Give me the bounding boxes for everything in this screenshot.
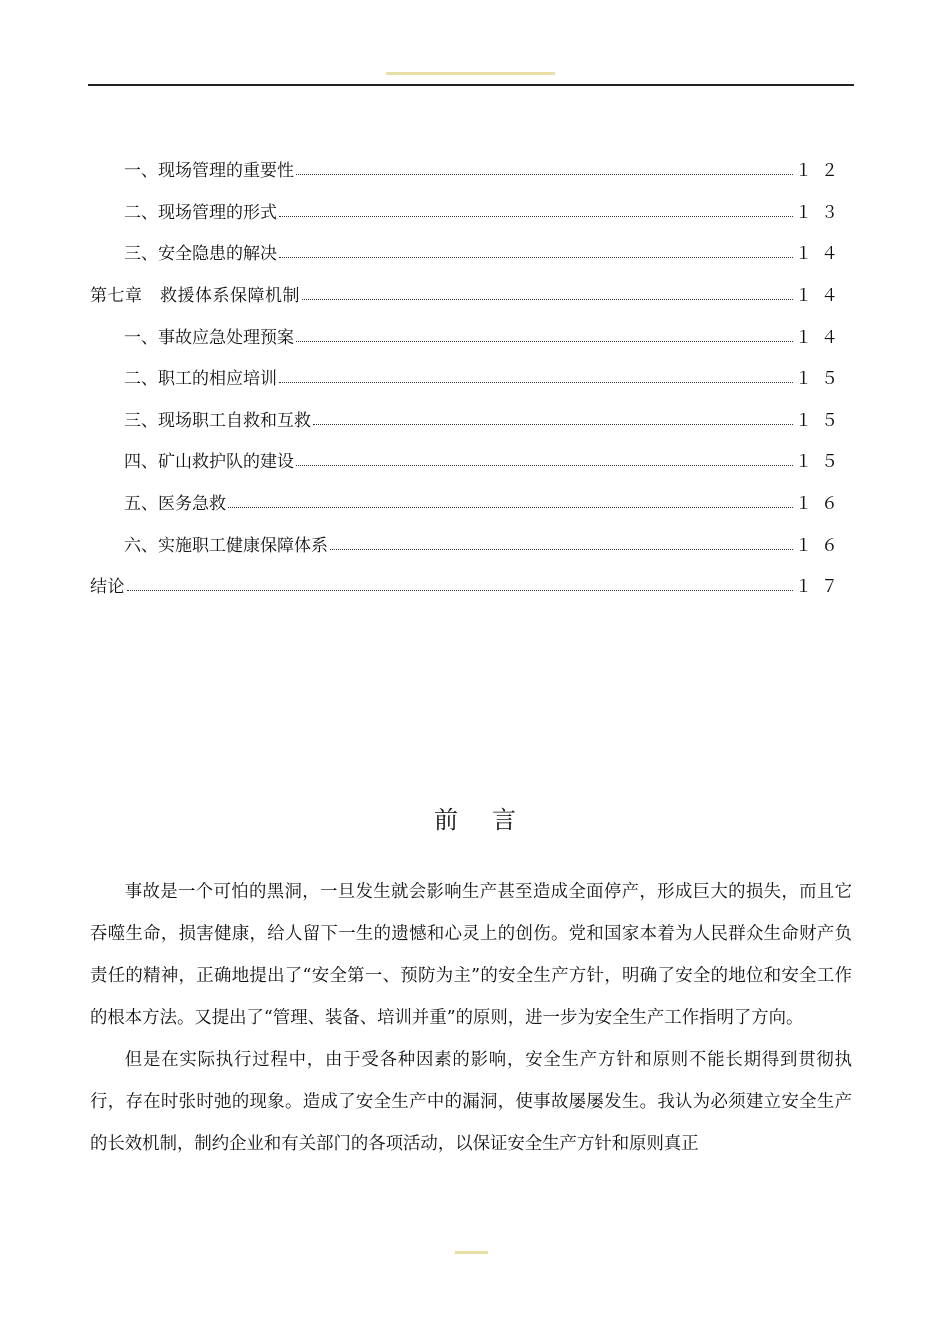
toc-leader-dots — [330, 549, 793, 550]
toc-entry[interactable] — [90, 190, 847, 232]
toc-entry-page: １２ — [795, 161, 847, 182]
toc-entry-label: 结论 — [90, 577, 125, 598]
toc-entry-label: 三、安全隐患的解决 — [124, 244, 277, 265]
toc-entry-page: １７ — [795, 577, 847, 598]
toc-entry-page: １５ — [795, 452, 847, 473]
toc-entry-page: １５ — [795, 410, 847, 431]
toc-entry-label: 一、现场管理的重要性 — [124, 161, 294, 182]
toc-leader-dots — [296, 341, 793, 342]
toc-leader-dots — [279, 216, 793, 217]
toc-entry[interactable] — [90, 564, 847, 606]
toc-entry-label: 五、医务急救 — [124, 494, 226, 515]
toc-entry-page: １４ — [795, 244, 847, 265]
toc-leader-dots — [296, 465, 793, 466]
toc-entry-label: 四、矿山救护队的建设 — [124, 452, 294, 473]
toc-leader-dots — [296, 174, 793, 175]
toc-entry-label: 六、实施职工健康保障体系 — [124, 535, 328, 556]
table-of-contents — [90, 148, 847, 606]
toc-entry[interactable] — [90, 314, 847, 356]
toc-entry[interactable] — [90, 273, 847, 315]
toc-entry-page: １４ — [795, 286, 847, 307]
toc-entry-label: 二、职工的相应培训 — [124, 369, 277, 390]
toc-entry[interactable] — [90, 439, 847, 481]
toc-leader-dots — [279, 257, 793, 258]
toc-leader-dots — [313, 424, 793, 425]
toc-leader-dots — [302, 299, 793, 300]
toc-entry-page: １６ — [795, 535, 847, 556]
preface-title: 前言 — [434, 806, 550, 834]
toc-leader-dots — [127, 590, 793, 591]
header-decoration — [386, 72, 555, 75]
toc-leader-dots — [279, 382, 793, 383]
toc-entry-label: 一、事故应急处理预案 — [124, 327, 294, 348]
preface-paragraph: 事故是一个可怕的黑洞，一旦发生就会影响生产甚至造成全面停产，形成巨大的损失，而且它吞噬生命，损害健康，给人留下一生的遗憾和心灵上的创伤。党和国家本着为人民群众生命财产负责任的精神，正确地提出了“安全第一、预防为主”的安全生产方针，明确了安全的地位和安全工作的根本方法。又提出了“管理、装备、培训并重”的原则，进一步为安全生产工作指明了方向。 — [90, 882, 852, 1028]
toc-entry[interactable] — [90, 481, 847, 523]
toc-entry[interactable] — [90, 356, 847, 398]
toc-entry[interactable] — [90, 148, 847, 190]
preface-body — [90, 871, 852, 1165]
toc-entry-page: １５ — [795, 369, 847, 390]
toc-entry-page: １４ — [795, 327, 847, 348]
toc-entry-page: １６ — [795, 494, 847, 515]
footer-decoration — [455, 1251, 488, 1254]
toc-entry[interactable] — [90, 231, 847, 273]
header-rule — [88, 84, 854, 86]
toc-leader-dots — [228, 507, 793, 508]
toc-entry[interactable] — [90, 398, 847, 440]
toc-entry-label: 第七章 救援体系保障机制 — [90, 286, 300, 307]
toc-entry-label: 二、现场管理的形式 — [124, 202, 277, 223]
toc-entry[interactable] — [90, 522, 847, 564]
toc-entry-page: １３ — [795, 202, 847, 223]
preface-paragraph: 但是在实际执行过程中，由于受各种因素的影响，安全生产方针和原则不能长期得到贯彻执行，存在时张时弛的现象。造成了安全生产中的漏洞，使事故屡屡发生。我认为必须建立安全生产的长效机制，制约企业和有关部门的各项活动，以保证安全生产方针和原则真正 — [90, 1050, 852, 1154]
toc-entry-label: 三、现场职工自救和互救 — [124, 410, 311, 431]
